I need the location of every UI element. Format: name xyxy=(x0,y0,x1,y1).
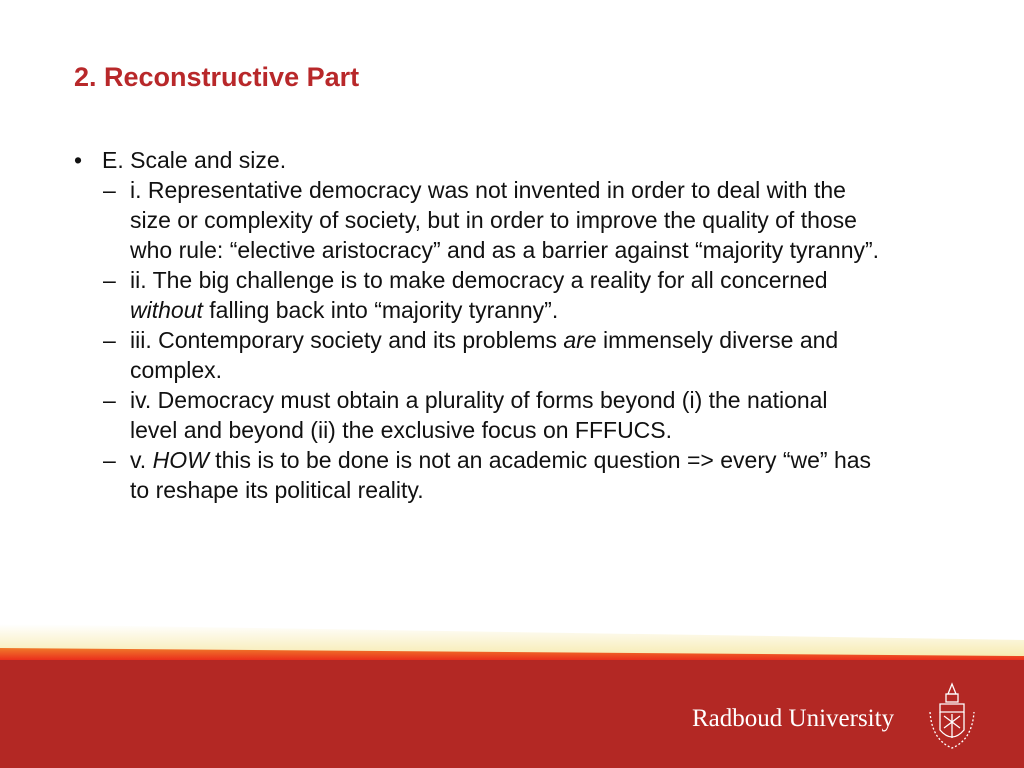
sub-item-line xyxy=(130,445,871,475)
sub-item-line xyxy=(130,265,828,295)
slide-title: 2. Reconstructive Part xyxy=(74,62,360,92)
text-segment: v. xyxy=(130,447,153,473)
sub-item-line xyxy=(130,235,879,265)
text-segment: who rule: “elective aristocracy” and as a barrier against “majority tyranny”. xyxy=(130,237,880,263)
text-segment: ii. The big challenge is to make democracy a reality for all concerned xyxy=(130,267,828,293)
text-segment: iii. Contemporary society and its problems xyxy=(130,327,564,353)
text-segment: immensely diverse and xyxy=(596,327,839,353)
sub-item-line xyxy=(130,325,838,355)
brand-name: Radboud University xyxy=(692,705,895,732)
emphasized-text: HOW xyxy=(152,447,209,473)
text-segment: level and beyond (ii) the exclusive focus on FFFUCS. xyxy=(130,417,673,443)
sub-item-line xyxy=(130,175,846,205)
text-segment: complex. xyxy=(130,357,223,383)
sub-item-line xyxy=(130,355,222,385)
text-segment: size or complexity of society, but in order to improve the quality of those xyxy=(130,207,857,233)
sub-item-line xyxy=(130,385,828,415)
sub-item-line xyxy=(130,475,424,505)
text-segment: this is to be done is not an academic question => every “we” has xyxy=(208,447,872,473)
sub-item-marker: – xyxy=(103,447,116,473)
sub-item-marker: – xyxy=(103,267,116,293)
sub-item-line xyxy=(130,205,857,235)
text-segment: falling back into “majority tyranny”. xyxy=(202,297,559,323)
text-segment: i. Representative democracy was not invented in order to deal with the xyxy=(130,177,846,203)
text-segment: to reshape its political reality. xyxy=(130,477,424,503)
sub-item-marker: – xyxy=(103,327,116,353)
sub-item-marker: – xyxy=(103,387,116,413)
text-segment: iv. Democracy must obtain a plurality of forms beyond (i) the national xyxy=(130,387,828,413)
emphasized-text: without xyxy=(130,297,203,323)
sub-item-marker: – xyxy=(103,177,116,203)
sub-item-line xyxy=(130,415,672,445)
text-segment: E. Scale and size. xyxy=(102,147,287,173)
sub-item-line xyxy=(130,295,558,325)
university-seal-logo xyxy=(926,682,978,752)
bullet-item-marker: • xyxy=(74,147,83,173)
bullet-item-line xyxy=(102,145,286,175)
emphasized-text: are xyxy=(563,327,597,353)
